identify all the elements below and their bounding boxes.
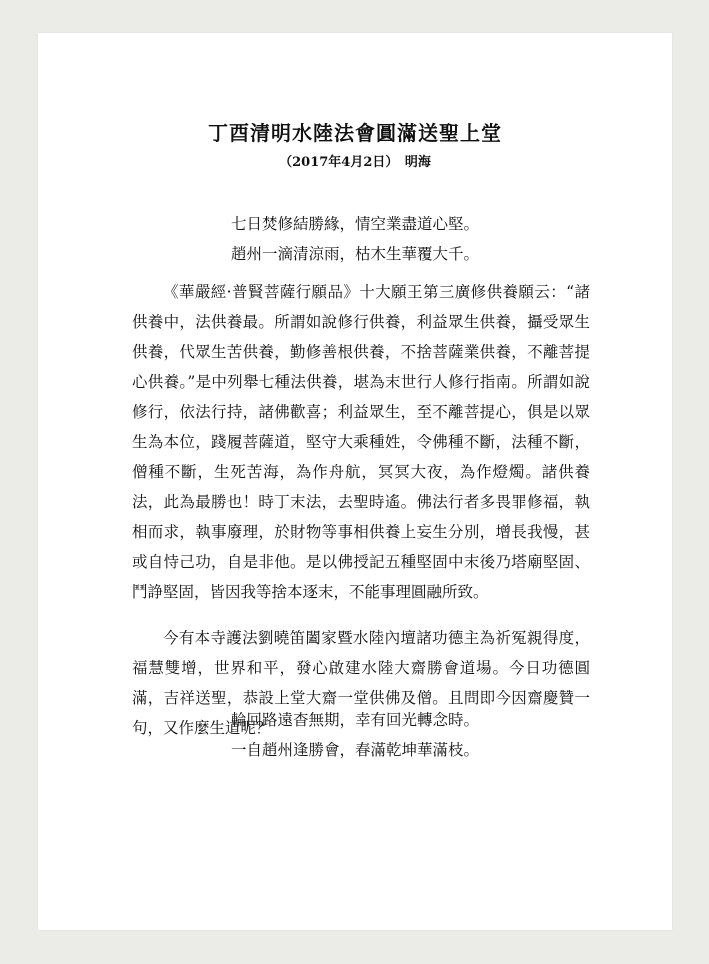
body-paragraph: 今有本寺護法劉曉笛闔家暨水陸內壇諸功德主為祈冤親得度，福慧雙增，世界和平，發心啟建水陸大齋勝會道場。今日功德圓滿，吉祥送聖，恭設上堂大齋一堂供佛及僧。且問即今因齋慶贊一句，又作麼生道呢？ — [132, 629, 590, 737]
verse-line: 輪回路遠杳無期，幸有回光轉念時。 — [230, 711, 479, 729]
document-page — [38, 33, 672, 930]
verse-line: 七日焚修結勝緣，情空業盡道心堅。 — [230, 215, 479, 233]
document-subtitle: （2017年4月2日） 明海 — [279, 155, 431, 170]
document-title: 丁酉清明水陸法會圓滿送聖上堂 — [208, 121, 502, 145]
body-paragraph: 《華嚴經·普賢菩薩行願品》十大願王第三廣修供養願云：“諸供養中，法供養最。所謂如說修行供養，利益眾生供養，攝受眾生供養，代眾生苦供養，勤修善根供養，不捨菩薩業供養，不離菩提心供養。”是中列舉七種法供養，堪為末世行人修行指南。所謂如說修行，依法行持，諸佛歡喜；利益眾生，至不離菩提心，俱是以眾生為本位，踐履菩薩道，堅守大乘種姓，令佛種不斷，法種不斷，僧種不斷，生死苦海，為作舟航，冥冥大夜，為作燈燭。諸供養法，此為最勝也！時丁末法，去聖時遙。佛法行者多畏罪修福，執相而求，執事廢理，於財物等事相供養上妄生分別，增長我慢，甚或自恃己功，自是非他。是以佛授記五種堅固中末後乃塔廟堅固、鬥諍堅固，皆因我等捨本逐末，不能事理圓融所致。 — [132, 283, 590, 601]
verse-line: 一自趙州逢勝會，春滿乾坤華滿枝。 — [230, 741, 479, 759]
closing-verse — [38, 705, 672, 765]
verse-line: 趙州一滴清涼雨，枯木生華覆大千。 — [230, 245, 479, 263]
opening-verse — [38, 209, 672, 269]
